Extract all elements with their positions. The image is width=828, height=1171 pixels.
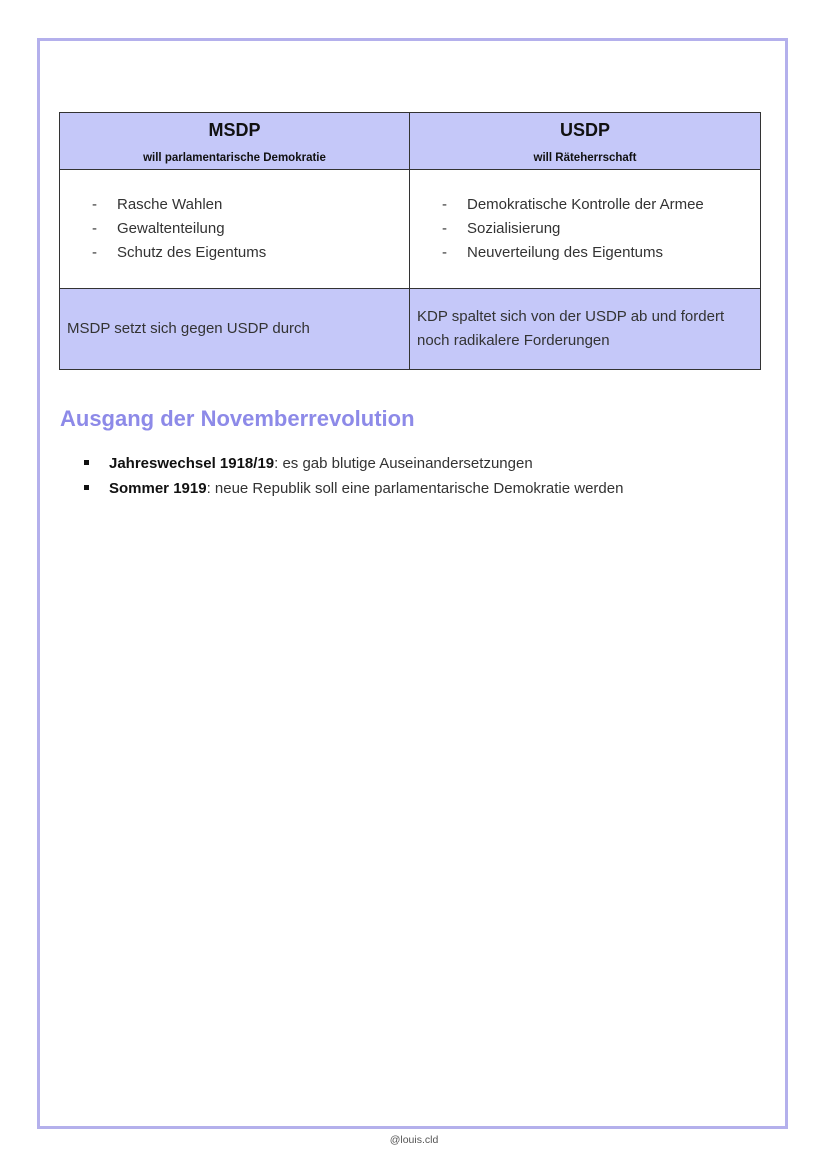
list-item-text: Demokratische Kontrolle der Armee [467, 196, 704, 213]
list-item [84, 451, 623, 476]
usdp-demands-cell [410, 170, 761, 289]
list-item [410, 217, 760, 241]
list-item [60, 241, 409, 265]
dash-marker: - [92, 196, 97, 213]
bullet-text: : neue Republik soll eine parlamentarische Demokratie werden [206, 480, 624, 497]
usdp-demands-list [410, 193, 760, 265]
table-outcome-row [60, 289, 761, 370]
footer-credit: @louis.cld [389, 1134, 439, 1146]
list-item-text: Neuverteilung des Eigentums [467, 244, 663, 261]
dash-marker: - [92, 244, 97, 261]
list-item [410, 241, 760, 265]
dash-marker: - [442, 196, 447, 213]
list-item [84, 476, 623, 501]
usdp-party-name: USDP [559, 120, 610, 140]
list-item-text: Sozialisierung [467, 220, 561, 237]
dash-marker: - [442, 220, 447, 237]
list-item-text: Schutz des Eigentums [117, 244, 267, 261]
msdp-header-cell [60, 113, 410, 170]
usdp-header-cell [410, 113, 761, 170]
usdp-party-goal: will Räteherrschaft [533, 152, 637, 164]
usdp-outcome-cell: KDP spaltet sich von der USDP ab und fordert noch radikalere Forderungen [410, 289, 761, 370]
list-item-text: Rasche Wahlen [117, 196, 223, 213]
list-item-text: Gewaltenteilung [117, 220, 225, 237]
dash-marker: - [442, 244, 447, 261]
msdp-party-name: MSDP [208, 120, 261, 140]
msdp-party-goal: will parlamentarische Demokratie [143, 152, 326, 164]
msdp-demands-cell [60, 170, 410, 289]
list-item [410, 193, 760, 217]
list-item [60, 217, 409, 241]
outcome-bullet-list [84, 451, 623, 501]
bullet-bold-label: Sommer 1919 [109, 480, 207, 497]
bullet-text: : es gab blutige Auseinandersetzungen [274, 455, 533, 472]
table-demands-row [60, 170, 761, 289]
msdp-demands-list [60, 193, 409, 265]
list-item [60, 193, 409, 217]
msdp-outcome-cell: MSDP setzt sich gegen USDP durch [60, 289, 410, 370]
comparison-table [59, 112, 761, 370]
square-bullet-icon [84, 485, 89, 490]
dash-marker: - [92, 220, 97, 237]
section-heading: Ausgang der Novemberrevolution [60, 406, 415, 431]
bullet-bold-label: Jahreswechsel 1918/19 [109, 455, 275, 472]
square-bullet-icon [84, 460, 89, 465]
table-header-row [60, 113, 761, 170]
